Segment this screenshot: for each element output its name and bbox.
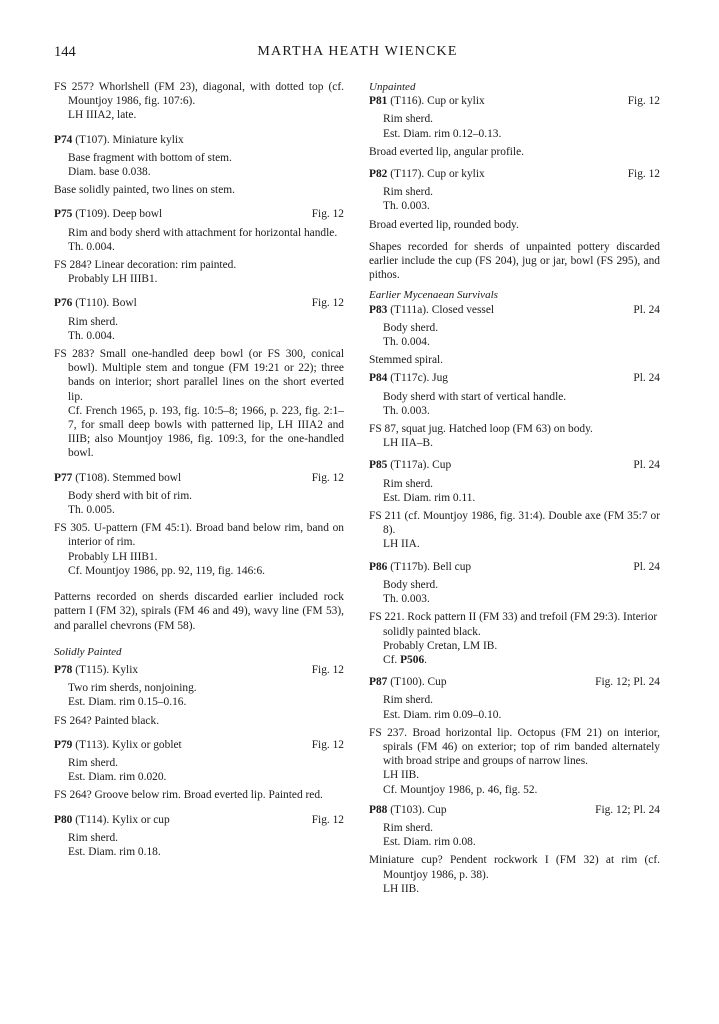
figure-ref: Fig. 12 xyxy=(311,471,344,484)
entry-text: FS 257? Whorlshell (FM 23), diagonal, with dotted top (cf. Mountjoy 1986, fig. 107:6). xyxy=(54,81,344,108)
entry-decoration: FS 305. U-pattern (FM 45:1). Broad band below rim, band on interior of rim. xyxy=(54,522,344,549)
entry-heading xyxy=(54,663,344,677)
entry-description: Base fragment with bottom of stem. xyxy=(68,151,232,164)
patterns-paragraph: Patterns recorded on sherds discarded earlier included rock pattern I (FM 32), spirals (FM 46 and 49), wavy line (FM 53), and parallel chevrons (FM 58). xyxy=(54,591,344,632)
entry-dimension: Est. Diam. rim 0.09–0.10. xyxy=(383,708,502,721)
catalogue-entry-p86 xyxy=(369,560,660,667)
entry-decoration: FS 211 (cf. Mountjoy 1986, fig. 31:4). Double axe (FM 35:7 or 8). xyxy=(369,510,660,537)
entry-decoration: FS 237. Broad horizontal lip. Octopus (FM 21) on interior, spirals (FM 46) on exterior; top of rim banded alternately with broad stripe and groups of narrow lines. xyxy=(369,726,660,768)
entry-decoration: Broad everted lip, angular profile. xyxy=(369,145,524,158)
plate-ref: Pl. 24 xyxy=(633,459,660,472)
entry-title: (T107). Miniature kylix xyxy=(72,133,184,146)
catalogue-number: P81 xyxy=(369,95,388,108)
entry-date: Probably Cretan, LM IB. xyxy=(383,639,498,652)
catalogue-entry-p82 xyxy=(369,167,660,232)
entry-heading xyxy=(369,94,660,108)
entry-date: LH IIB. xyxy=(383,882,420,895)
running-title: MARTHA HEATH WIENCKE xyxy=(257,44,458,59)
entry-heading xyxy=(54,813,344,827)
figure-ref: Fig. 12 xyxy=(627,168,660,181)
figure-ref: Fig. 12; Pl. 24 xyxy=(595,803,660,816)
catalogue-number: P78 xyxy=(54,663,73,676)
entry-description: Body sherd. xyxy=(383,578,439,591)
entry-title: (T117). Cup or kylix xyxy=(387,168,485,181)
figure-ref: Fig. 12 xyxy=(627,95,660,108)
catalogue-number: P76 xyxy=(54,297,73,310)
entry-title: (T116). Cup or kylix xyxy=(387,95,485,108)
catalogue-number: P87 xyxy=(369,676,388,689)
entry-heading xyxy=(369,458,660,472)
plate-ref: Pl. 24 xyxy=(633,303,660,316)
entry-decoration: FS 264? Painted black. xyxy=(54,714,160,727)
figure-ref: Fig. 12 xyxy=(311,663,344,676)
crossref-prefix: Cf. xyxy=(383,653,401,666)
entry-dimension: Th. 0.005. xyxy=(68,504,115,517)
entry-title: (T115). Kylix xyxy=(72,663,139,676)
catalogue-number: P88 xyxy=(369,803,388,816)
entry-decoration: Broad everted lip, rounded body. xyxy=(369,218,519,231)
entry-dimension: Est. Diam. rim 0.18. xyxy=(68,845,161,858)
catalogue-entry-p79 xyxy=(54,738,344,803)
entry-dimension: Th. 0.003. xyxy=(383,404,430,417)
section-heading: Earlier Mycenaean Survivals xyxy=(369,289,498,302)
entry-decoration: FS 283? Small one-handled deep bowl (or FS 300, conical bowl). Multiple stem and tongue (FM 19:21 or 22); three bands on interior; short parallel lines on the short everted lip. xyxy=(54,348,344,403)
catalogue-entry-p77 xyxy=(54,471,344,578)
entry-crossref xyxy=(369,653,660,667)
entry-date: LH IIA–B. xyxy=(383,437,433,450)
figure-ref: Fig. 12 xyxy=(311,297,344,310)
entry-date: Probably LH IIIB1. xyxy=(68,273,158,286)
plate-ref: Pl. 24 xyxy=(633,372,660,385)
entry-dimension: Th. 0.004. xyxy=(383,336,430,349)
entry-dimension: Th. 0.004. xyxy=(68,240,115,253)
plate-ref: Pl. 24 xyxy=(633,560,660,573)
entry-description: Rim sherd. xyxy=(68,831,118,844)
entry-heading xyxy=(54,738,344,752)
entry-dimension: Th. 0.003. xyxy=(383,593,430,606)
entry-description: Rim sherd. xyxy=(68,315,118,328)
figure-ref: Fig. 12; Pl. 24 xyxy=(595,676,660,689)
entry-decoration: Miniature cup? Pendent rockwork I (FM 32) at rim (cf. Mountjoy 1986, p. 38). xyxy=(369,854,660,881)
catalogue-entry-p87 xyxy=(369,675,660,797)
entry-decoration: Base solidly painted, two lines on stem. xyxy=(54,184,235,197)
catalogue-entry-p75 xyxy=(54,207,344,286)
entry-date: LH IIIA2, late. xyxy=(68,109,137,122)
entry-dimension: Th. 0.004. xyxy=(68,329,115,342)
entry-decoration: Stemmed spiral. xyxy=(369,354,444,367)
entry-description: Body sherd. xyxy=(383,321,439,334)
figure-ref: Fig. 12 xyxy=(311,738,344,751)
entry-comparanda: Cf. Mountjoy 1986, pp. 92, 119, fig. 146:6. xyxy=(68,564,266,577)
catalogue-entry-p76 xyxy=(54,296,344,460)
left-column xyxy=(54,80,344,859)
catalogue-number: P86 xyxy=(369,560,388,573)
figure-ref: Fig. 12 xyxy=(311,208,344,221)
entry-description: Body sherd with start of vertical handle. xyxy=(383,390,567,403)
entry-heading xyxy=(54,296,344,310)
entry-title: (T109). Deep bowl xyxy=(72,208,163,221)
entry-date: Probably LH IIIB1. xyxy=(68,550,158,563)
catalogue-entry-p84 xyxy=(369,371,660,450)
entry-heading xyxy=(369,303,660,317)
catalogue-number: P79 xyxy=(54,738,73,751)
entry-decoration: FS 264? Groove below rim. Broad everted lip. Painted red. xyxy=(54,789,323,802)
entry-dimension: Est. Diam. rim 0.11. xyxy=(383,491,476,504)
entry-dimension: Est. Diam. rim 0.020. xyxy=(68,771,167,784)
entry-heading xyxy=(369,803,660,817)
entry-title: (T117a). Cup xyxy=(387,459,452,472)
catalogue-entry-p80 xyxy=(54,813,344,860)
entry-description: Rim sherd. xyxy=(68,756,118,769)
entry-date: LH IIA. xyxy=(383,538,420,551)
entry-decoration: FS 284? Linear decoration: rim painted. xyxy=(54,259,237,272)
catalogue-entry-p88 xyxy=(369,803,660,896)
entry-heading xyxy=(54,207,344,221)
entry-comparanda: Cf. Mountjoy 1986, p. 46, fig. 52. xyxy=(383,783,538,796)
catalogue-number: P80 xyxy=(54,813,73,826)
catalogue-entry-p81 xyxy=(369,94,660,159)
right-column xyxy=(369,80,660,896)
entry-heading xyxy=(369,675,660,689)
catalogue-number: P84 xyxy=(369,372,388,385)
entry-heading xyxy=(369,167,660,181)
entry-heading xyxy=(369,371,660,385)
entry-dimension: Diam. base 0.038. xyxy=(68,166,151,179)
catalogue-number: P77 xyxy=(54,471,73,484)
entry-title: (T110). Bowl xyxy=(72,297,137,310)
entry-title: (T111a). Closed vessel xyxy=(387,303,495,316)
entry-description: Rim sherd. xyxy=(383,113,433,126)
page-number: 144 xyxy=(54,44,76,60)
entry-date: LH IIB. xyxy=(383,769,420,782)
entry-dimension: Est. Diam. rim 0.08. xyxy=(383,836,476,849)
catalogue-number: P75 xyxy=(54,208,73,221)
entry-decoration: FS 221. Rock pattern II (FM 33) and trefoil (FM 29:3). Interior solidly painted black. xyxy=(369,611,658,638)
entry-heading xyxy=(54,133,344,147)
entry-dimension: Est. Diam. rim 0.15–0.16. xyxy=(68,696,187,709)
section-heading: Solidly Painted xyxy=(54,645,122,658)
entry-dimension: Th. 0.003. xyxy=(383,200,430,213)
entry-description: Rim and body sherd with attachment for horizontal handle. xyxy=(68,226,338,239)
entry-heading xyxy=(369,560,660,574)
entry-heading xyxy=(54,471,344,485)
catalogue-number: P85 xyxy=(369,459,388,472)
catalogue-number: P83 xyxy=(369,303,388,316)
page-header xyxy=(54,44,661,62)
catalogue-entry-p78 xyxy=(54,663,344,728)
catalogue-entry-p83 xyxy=(369,303,660,368)
entry-title: (T100). Cup xyxy=(387,676,447,689)
shapes-paragraph: Shapes recorded for sherds of unpainted pottery discarded earlier include the cup (FS 204), jug or jar, bowl (FS 295), and pithos. xyxy=(369,240,660,282)
entry-title: (T108). Stemmed bowl xyxy=(72,471,182,484)
entry-decoration: FS 87, squat jug. Hatched loop (FM 63) on body. xyxy=(369,423,593,436)
entry-title: (T114). Kylix or cup xyxy=(72,813,170,826)
entry-description: Rim sherd. xyxy=(383,821,433,834)
crossref-number: P506 xyxy=(400,653,425,666)
entry-comparanda: Cf. French 1965, p. 193, fig. 10:5–8; 1966, p. 223, fig. 2:1–7, for small deep bowls with patterned lip, LH IIIA2 and IIIB; also Mountjoy 1986, fig. 109:3, for the one-handled bowl. xyxy=(68,404,344,460)
figure-ref: Fig. 12 xyxy=(311,813,344,826)
entry-title: (T117c). Jug xyxy=(387,372,448,385)
catalogue-entry-p85 xyxy=(369,458,660,551)
entry-description: Two rim sherds, nonjoining. xyxy=(68,682,197,695)
entry-description: Rim sherd. xyxy=(383,186,433,199)
catalogue-number: P74 xyxy=(54,133,73,146)
entry-title: (T117b). Bell cup xyxy=(387,560,472,573)
section-heading: Unpainted xyxy=(369,81,416,93)
entry-title: (T113). Kylix or goblet xyxy=(72,738,182,751)
entry-dimension: Est. Diam. rim 0.12–0.13. xyxy=(383,127,502,140)
crossref-suffix: . xyxy=(424,653,427,666)
catalogue-entry-p74 xyxy=(54,133,344,198)
entry-description: Rim sherd. xyxy=(383,694,433,707)
catalogue-number: P82 xyxy=(369,168,388,181)
entry-description: Rim sherd. xyxy=(383,477,433,490)
entry-description: Body sherd with bit of rim. xyxy=(68,489,193,502)
entry-title: (T103). Cup xyxy=(387,803,447,816)
